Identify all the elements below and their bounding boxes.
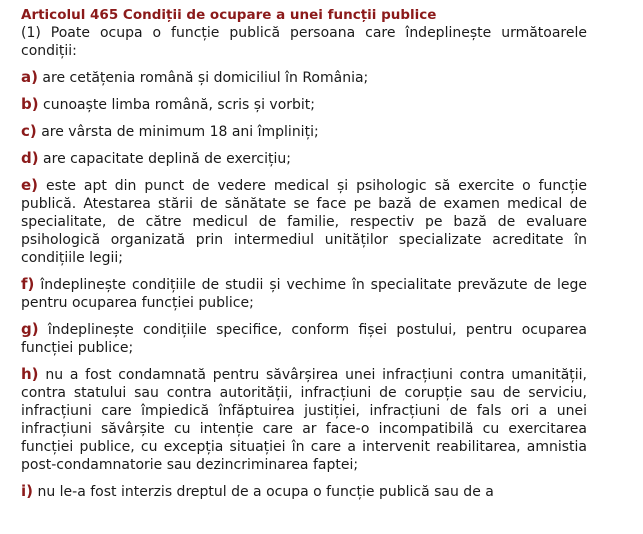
list-item xyxy=(21,149,587,168)
list-item xyxy=(21,68,587,87)
item-letter: b) xyxy=(21,95,39,113)
item-letter: i) xyxy=(21,482,33,500)
item-text: are cetățenia română și domiciliul în România; xyxy=(37,70,369,86)
list-item xyxy=(21,320,587,357)
item-text: îndeplinește condițiile de studii și vechime în specialitate prevăzute de lege pentru ocuparea funcției publice; xyxy=(21,277,587,311)
item-text: cunoaște limba română, scris și vorbit; xyxy=(38,97,315,113)
item-letter: a) xyxy=(21,68,38,86)
article-document xyxy=(21,6,587,509)
item-text: este apt din punct de vedere medical și psihologic să exercite o funcție publică. Atestarea stării de sănătate se face pe bază de examen medical de specialitate, de către medicul de familie, respectiv pe bază de evaluare psihologică organizată prin intermediul unităților specializate acreditate în condițiile legii; xyxy=(21,178,587,266)
list-item xyxy=(21,275,587,312)
article-title: Articolul 465 Condiții de ocupare a unei funcții publice xyxy=(21,7,437,23)
list-item xyxy=(21,365,587,474)
list-item xyxy=(21,176,587,267)
item-letter: e) xyxy=(21,176,39,194)
item-text: îndeplinește condițiile specifice, conform fișei postului, pentru ocuparea funcției publice; xyxy=(21,322,587,356)
item-letter: f) xyxy=(21,275,35,293)
item-letter: c) xyxy=(21,122,37,140)
list-item xyxy=(21,122,587,141)
item-text: are capacitate deplină de exercițiu; xyxy=(38,151,291,167)
item-text: nu a fost condamnată pentru săvârșirea unei infracțiuni contra umanității, contra statului sau contra autorității, infracțiuni de corupție sau de serviciu, infracțiuni care împiedică înfăptuirea justiției, infracțiuni de fals ori a unei infracțiuni săvârșite cu intenție care ar face-o incompatibilă cu exercitarea funcției publice, cu excepția situației în care a intervenit reabilitarea, amnistia post-condamnatorie sau dezincriminarea faptei; xyxy=(21,367,587,473)
item-letter: h) xyxy=(21,365,39,383)
article-intro: (1) Poate ocupa o funcție publică persoana care îndeplinește următoarele condiții: xyxy=(21,25,587,59)
item-text: nu le-a fost interzis dreptul de a ocupa o funcție publică sau de a xyxy=(33,484,494,500)
list-item xyxy=(21,95,587,114)
item-text: are vârsta de minimum 18 ani împliniți; xyxy=(36,124,319,140)
item-letter: g) xyxy=(21,320,39,338)
list-item xyxy=(21,482,587,501)
item-letter: d) xyxy=(21,149,39,167)
